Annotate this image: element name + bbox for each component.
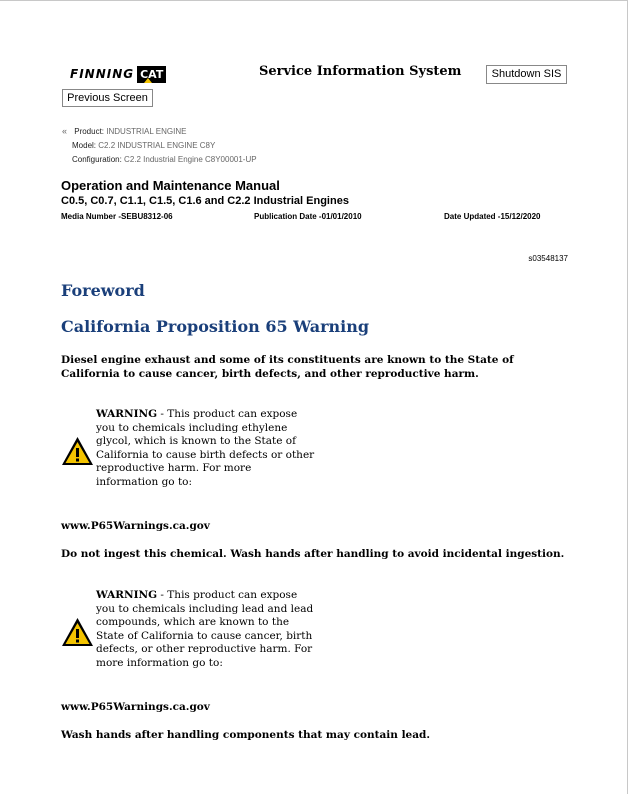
warning-block-1 <box>61 408 321 498</box>
model-row <box>62 139 257 153</box>
configuration-row <box>62 153 257 167</box>
instruction-1: Do not ingest this chemical. Wash hands after handling to avoid incidental ingestion. <box>61 548 565 560</box>
configuration-label: Configuration: <box>72 155 122 164</box>
model-label: Model: <box>72 141 97 150</box>
intro-paragraph: Diesel engine exhaust and some of its constituents are known to the State of California to cause cancer, birth defects, and other reproductive harm. <box>61 354 514 380</box>
warning-body-2: - This product can expose you to chemicals including lead and lead compounds, which are known to the State of California to cause cancer, birth defects, or other reproductive harm. For more information go to: <box>96 589 314 669</box>
warning-text-1 <box>96 408 316 489</box>
document-id: s03548137 <box>528 254 568 263</box>
product-row <box>62 124 257 139</box>
previous-screen-button[interactable]: Previous Screen <box>62 89 153 107</box>
finning-cat-logo <box>70 65 166 83</box>
product-info <box>62 124 257 167</box>
back-arrow-icon[interactable]: « <box>62 126 68 136</box>
foreword-heading: Foreword <box>61 281 145 300</box>
instruction-2: Wash hands after handling components that may contain lead. <box>61 729 431 741</box>
manual-title: Operation and Maintenance Manual <box>61 178 280 193</box>
publication-date: Publication Date -01/01/2010 <box>254 212 362 221</box>
warning-keyword-1: WARNING <box>96 408 158 420</box>
date-updated: Date Updated -15/12/2020 <box>444 212 541 221</box>
media-number: Media Number -SEBU8312-06 <box>61 212 173 221</box>
warning-triangle-icon <box>61 617 94 647</box>
warning-block-2 <box>61 589 321 679</box>
logo-word: FINNING <box>70 67 135 81</box>
p65-link-1[interactable]: www.P65Warnings.ca.gov <box>61 520 210 532</box>
manual-subtitle: C0.5, C0.7, C1.1, C1.5, C1.6 and C2.2 Industrial Engines <box>61 195 349 207</box>
cat-logo-mark: CAT <box>137 66 166 83</box>
warning-text-2 <box>96 589 316 670</box>
product-value[interactable]: INDUSTRIAL ENGINE <box>106 127 187 136</box>
shutdown-sis-button[interactable]: Shutdown SIS <box>486 65 567 84</box>
system-title: Service Information System <box>259 64 462 79</box>
p65-link-2[interactable]: www.P65Warnings.ca.gov <box>61 701 210 713</box>
warning-triangle-icon <box>61 436 94 466</box>
configuration-value[interactable]: C2.2 Industrial Engine C8Y00001-UP <box>124 155 257 164</box>
model-value[interactable]: C2.2 INDUSTRIAL ENGINE C8Y <box>98 141 216 150</box>
product-label: Product: <box>74 127 105 136</box>
prop65-heading: California Proposition 65 Warning <box>61 317 370 336</box>
warning-body-1: - This product can expose you to chemicals including ethylene glycol, which is known to the State of California to cause birth defects or other reproductive harm. For more information go to: <box>96 408 315 488</box>
warning-keyword-2: WARNING <box>96 589 158 601</box>
